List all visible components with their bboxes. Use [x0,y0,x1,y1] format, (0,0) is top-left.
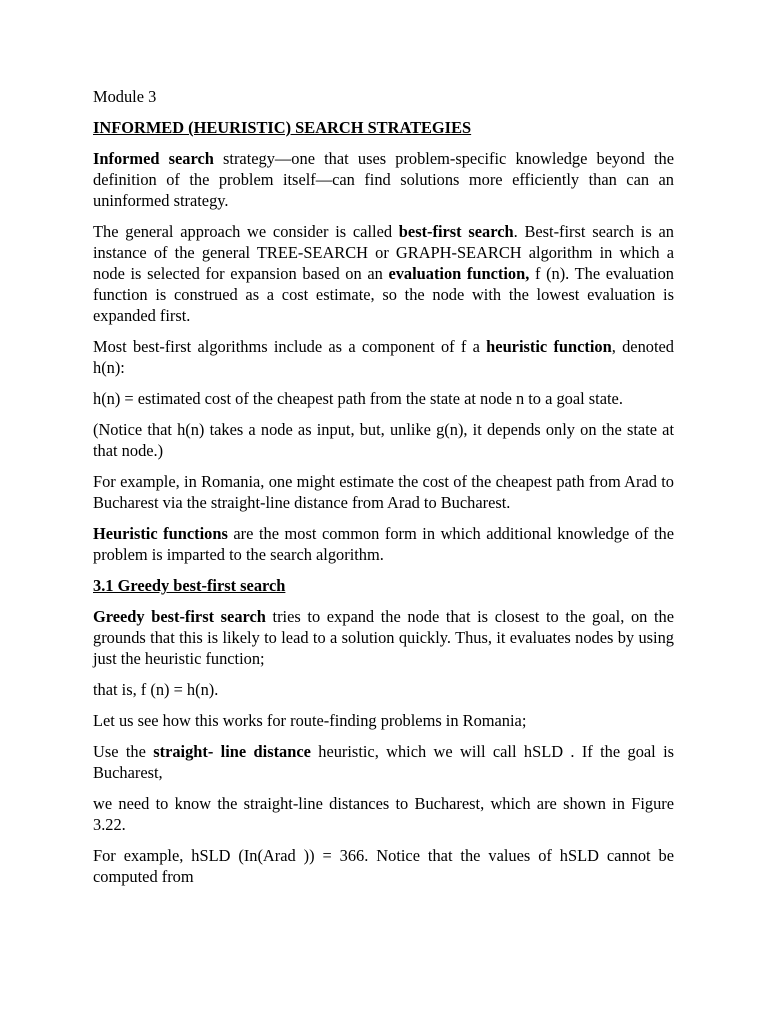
term-heuristic-function: heuristic function [486,337,612,356]
paragraph-text: . Best-first search is an instance of the general TREE-SEARCH or GRAPH-SEARCH algorithm in which a node is selected for expansion based on an [93,222,674,283]
term-greedy-best-first-search: Greedy best-first search [93,607,266,626]
paragraph-text: Use the [93,742,154,761]
paragraph-text: , denoted h(n): [93,337,674,377]
paragraph-hn-note: (Notice that h(n) takes a node as input, but, unlike g(n), it depends only on the state at that node.) [93,420,674,460]
term-heuristic-functions: Heuristic functions [93,524,228,543]
section-heading [93,575,674,596]
paragraph-hsld-example: For example, hSLD (In(Arad )) = 366. Notice that the values of hSLD cannot be computed from [93,846,674,886]
paragraph-route-finding: Let us see how this works for route-finding problems in Romania; [93,711,527,730]
term-straight-line-distance: straight- line distance [153,742,311,761]
paragraph-heuristic-function [93,336,674,378]
paragraph-text: f (n). The evaluation function is construed as a cost estimate, so the node with the lowest evaluation is expanded first. [93,264,675,325]
paragraph-text: strategy—one that uses problem-specific knowledge beyond the definition of the problem itself—can find solutions more efficiently than can an uninformed strategy. [93,149,674,210]
paragraph-informed-search [93,148,674,211]
section-heading-text: 3.1 Greedy best-first search [93,576,286,595]
term-best-first-search: best-first search [398,222,514,241]
paragraph-heuristic-functions [93,523,674,565]
paragraph-fn-equals-hn: that is, f (n) = h(n). [93,680,219,699]
paragraph-text: Most best-first algorithms include as a component of f a [93,337,487,356]
term-informed-search: Informed search [93,149,214,168]
paragraph-greedy-search [93,606,674,669]
term-evaluation-function: evaluation function, [388,264,530,283]
paragraph-figure-reference: we need to know the straight-line distances to Bucharest, which are shown in Figure 3.22. [93,794,674,834]
module-label: Module 3 [93,87,157,106]
paragraph-straight-line-distance [93,741,674,783]
document-page [93,86,674,897]
main-heading [93,117,674,138]
paragraph-text: heuristic, which we will call hSLD . If the goal is Bucharest, [93,742,674,782]
paragraph-text: are the most common form in which additional knowledge of the problem is imparted to the search algorithm. [93,524,674,564]
paragraph-text: The general approach we consider is called [93,222,399,241]
paragraph-romania-example: For example, in Romania, one might estimate the cost of the cheapest path from Arad to Bucharest via the straight-line distance from Arad to Bucharest. [93,472,674,512]
paragraph-hn-definition: h(n) = estimated cost of the cheapest path from the state at node n to a goal state. [93,389,623,408]
paragraph-best-first-search [93,221,674,326]
paragraph-text: tries to expand the node that is closest to the goal, on the grounds that this is likely to lead to a solution quickly. Thus, it evaluates nodes by using just the heuristic function; [93,607,675,668]
main-heading-text: INFORMED (HEURISTIC) SEARCH STRATEGIES [93,118,472,137]
